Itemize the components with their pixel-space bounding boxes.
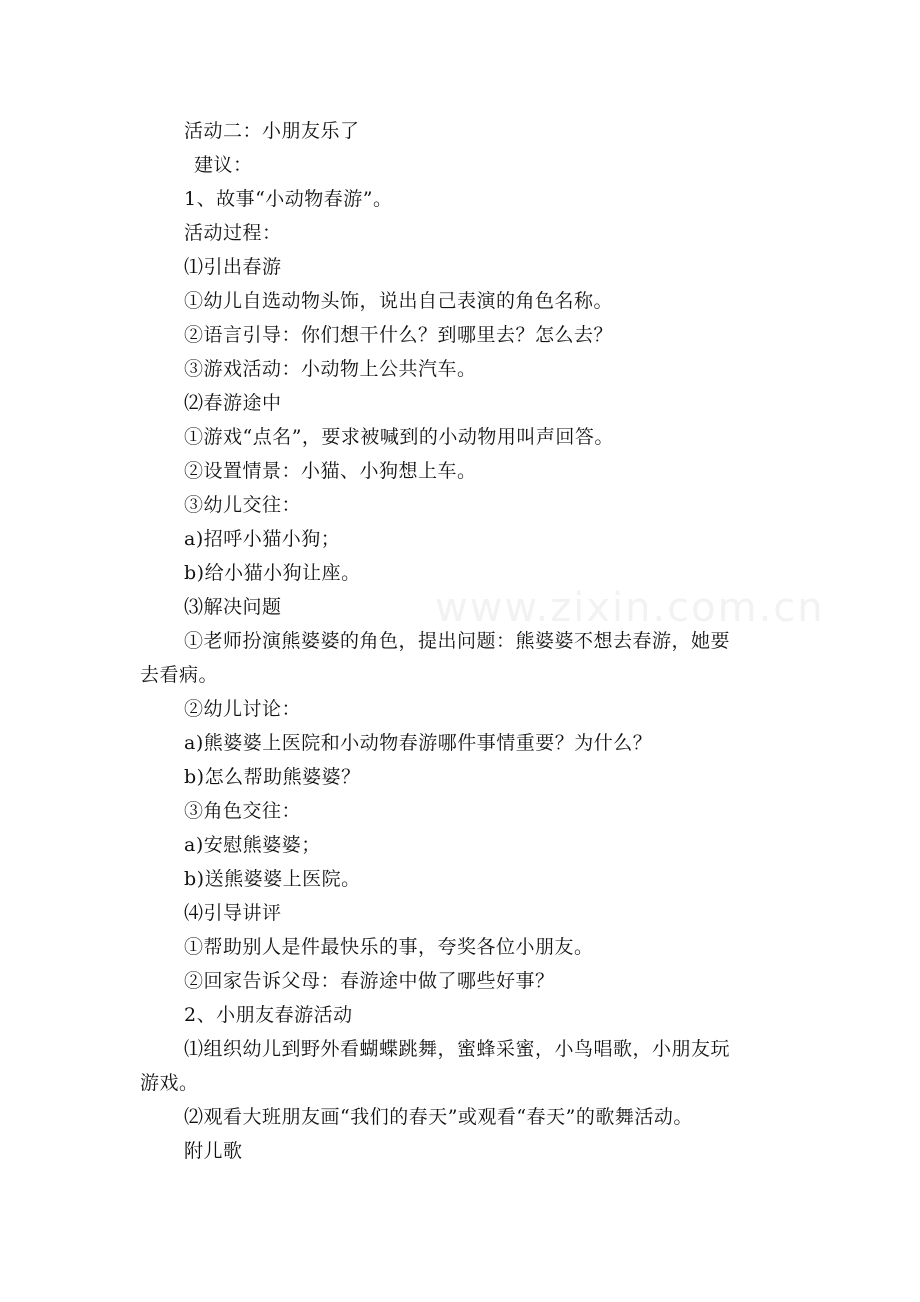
paragraph-line: ①游戏“点名”，要求被喊到的小动物用叫声回答。 bbox=[184, 426, 614, 448]
suggestion-heading: 建议： bbox=[194, 154, 253, 176]
paragraph-line-continued: 游戏。 bbox=[140, 1072, 199, 1094]
paragraph-line: ②幼儿讨论： bbox=[184, 698, 302, 720]
step-heading: ⑵春游途中 bbox=[184, 392, 282, 414]
appendix-heading: 附儿歌 bbox=[184, 1140, 243, 1162]
paragraph-line: ①帮助别人是件最快乐的事，夸奖各位小朋友。 bbox=[184, 936, 594, 958]
paragraph-line: a)安慰熊婆婆； bbox=[184, 834, 321, 856]
paragraph-line: ②回家告诉父母：春游途中做了哪些好事？ bbox=[184, 970, 555, 992]
section-heading: 2、小朋友春游活动 bbox=[184, 1004, 353, 1026]
watermark: www.zixin.com.cn bbox=[435, 585, 825, 631]
paragraph-line: b)送熊婆婆上医院。 bbox=[184, 868, 361, 890]
process-heading: 活动过程： bbox=[184, 222, 282, 244]
paragraph-line: a)招呼小猫小狗； bbox=[184, 528, 341, 550]
paragraph-line: ③游戏活动：小动物上公共汽车。 bbox=[184, 358, 477, 380]
paragraph-line: ①幼儿自选动物头饰，说出自己表演的角色名称。 bbox=[184, 290, 614, 312]
paragraph-line: ⑴组织幼儿到野外看蝴蝶跳舞，蜜蜂采蜜，小鸟唱歌，小朋友玩 bbox=[184, 1038, 731, 1060]
section-heading: 1、故事“小动物春游”。 bbox=[184, 188, 393, 210]
paragraph-line: a)熊婆婆上医院和小动物春游哪件事情重要？为什么？ bbox=[184, 732, 653, 754]
paragraph-line: ③幼儿交往： bbox=[184, 494, 302, 516]
paragraph-line: ③角色交往： bbox=[184, 800, 302, 822]
paragraph-line: ⑵观看大班朋友画“我们的春天”或观看“春天”的歌舞活动。 bbox=[184, 1106, 693, 1128]
activity-title: 活动二：小朋友乐了 bbox=[184, 120, 360, 142]
paragraph-line: b)怎么帮助熊婆婆？ bbox=[184, 766, 361, 788]
step-heading: ⑴引出春游 bbox=[184, 256, 282, 278]
paragraph-line: ①老师扮演熊婆婆的角色，提出问题：熊婆婆不想去春游，她要 bbox=[184, 630, 731, 652]
step-heading: ⑶解决问题 bbox=[184, 596, 282, 618]
paragraph-line: ②语言引导：你们想干什么？到哪里去？怎么去？ bbox=[184, 324, 614, 346]
paragraph-line: ②设置情景：小猫、小狗想上车。 bbox=[184, 460, 477, 482]
paragraph-line-continued: 去看病。 bbox=[140, 664, 219, 686]
step-heading: ⑷引导讲评 bbox=[184, 902, 282, 924]
paragraph-line: b)给小猫小狗让座。 bbox=[184, 562, 361, 584]
